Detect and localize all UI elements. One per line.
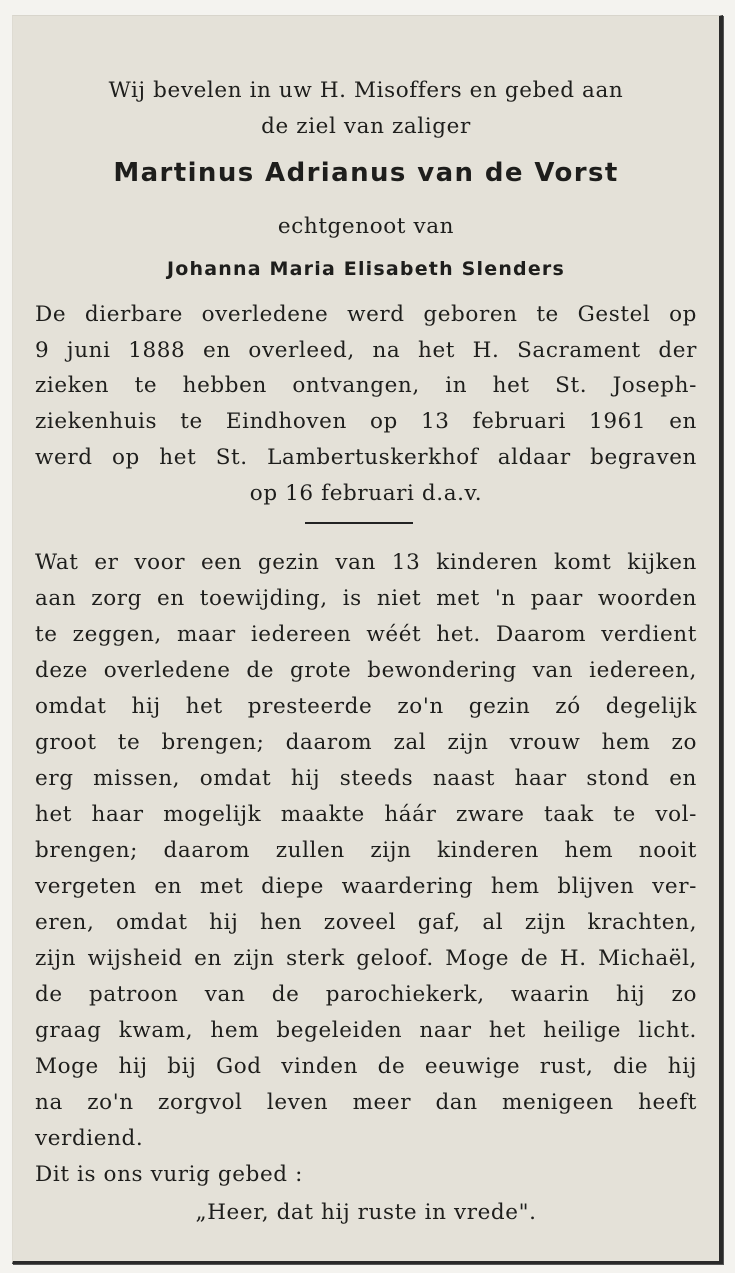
deceased-name: Martinus Adrianus van de Vorst xyxy=(113,158,619,188)
tribute-line: het haar mogelijk maakte háár zware taak te vol- xyxy=(35,802,697,827)
tribute-line: te zeggen, maar iedereen wéét het. Daarom verdient xyxy=(35,622,697,647)
tribute-line: eren, omdat hij hen zoveel gaf, al zijn krachten, xyxy=(35,910,697,935)
bio-line: ziekenhuis te Eindhoven op 13 februari 1961 en xyxy=(35,409,697,434)
tribute-line: omdat hij het presteerde zo'n gezin zó degelijk xyxy=(35,694,697,719)
tribute-line: aan zorg en toewijding, is niet met 'n paar woorden xyxy=(35,586,697,611)
spouse-name: Johanna Maria Elisabeth Slenders xyxy=(166,258,566,280)
divider-rule xyxy=(305,522,413,524)
bio-last-line: op 16 februari d.a.v. xyxy=(249,481,483,506)
tribute-last-line: verdiend. xyxy=(35,1126,144,1151)
tribute-line: na zo'n zorgvol leven meer dan menigeen heeft xyxy=(35,1090,697,1115)
intro-line-2: de ziel van zaliger xyxy=(261,114,471,139)
tribute-line: Wat er voor een gezin van 13 kinderen komt kijken xyxy=(35,550,697,575)
tribute-line: brengen; daarom zullen zijn kinderen hem nooit xyxy=(35,838,697,863)
tribute-line: de patroon van de parochiekerk, waarin hij zo xyxy=(35,982,697,1007)
tribute-line: groot te brengen; daarom zal zijn vrouw hem zo xyxy=(35,730,697,755)
bio-line: werd op het St. Lambertuskerkhof aldaar begraven xyxy=(35,445,697,470)
tribute-line: deze overledene de grote bewondering van iedereen, xyxy=(35,658,697,683)
intro-line-1: Wij bevelen in uw H. Misoffers en gebed aan xyxy=(108,78,624,103)
spouse-intro: echtgenoot van xyxy=(277,214,455,239)
bio-line: 9 juni 1888 en overleed, na het H. Sacrament der xyxy=(35,338,697,363)
tribute-line: zijn wijsheid en zijn sterk geloof. Moge de H. Michaël, xyxy=(35,946,697,971)
prayer-intro: Dit is ons vurig gebed : xyxy=(35,1162,303,1187)
prayer-quote: „Heer, dat hij ruste in vrede". xyxy=(195,1200,537,1225)
bio-line: zieken te hebben ontvangen, in het St. Joseph- xyxy=(35,373,697,398)
tribute-line: erg missen, omdat hij steeds naast haar stond en xyxy=(35,766,697,791)
tribute-line: Moge hij bij God vinden de eeuwige rust, die hij xyxy=(35,1054,697,1079)
memorial-card xyxy=(12,15,723,1264)
tribute-line: vergeten en met diepe waardering hem blijven ver- xyxy=(35,874,697,899)
bio-line: De dierbare overledene werd geboren te Gestel op xyxy=(35,302,697,327)
tribute-line: graag kwam, hem begeleiden naar het heilige licht. xyxy=(35,1018,697,1043)
